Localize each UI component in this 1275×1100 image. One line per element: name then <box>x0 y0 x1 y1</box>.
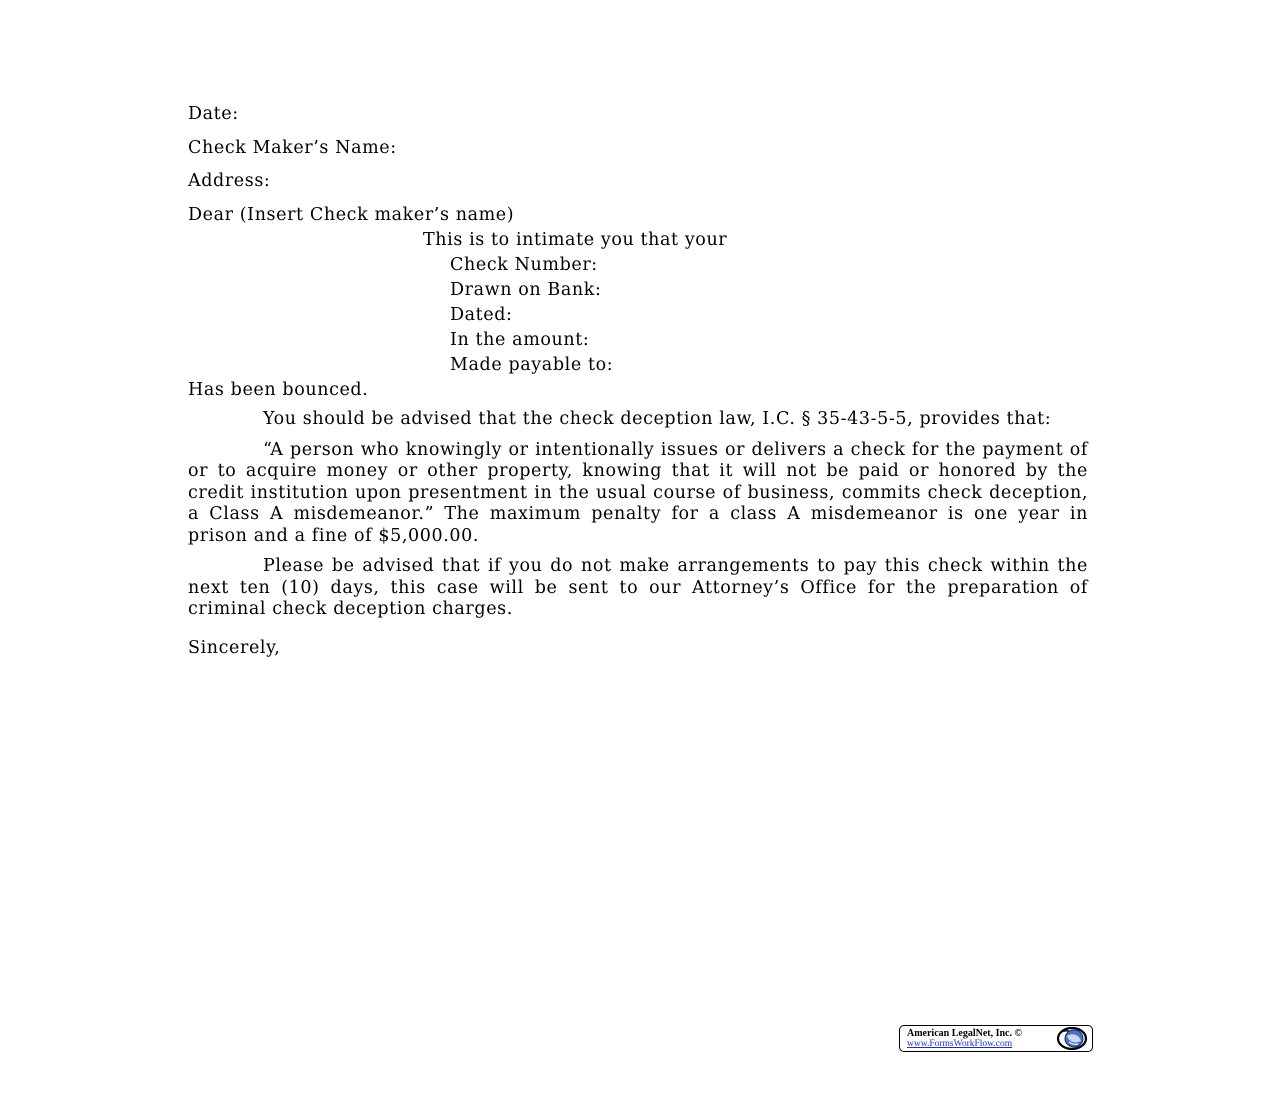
detail-check-number: Check Number: <box>450 254 598 275</box>
american-legalnet-badge[interactable] <box>899 1025 1093 1052</box>
closing: Sincerely, <box>188 637 281 658</box>
badge-company: American LegalNet, Inc. © <box>907 1028 1022 1039</box>
statute-quote-paragraph: “A person who knowingly or intentionally issues or delivers a check for the payment of or to acquire money or other property, knowing that it will not be paid or honored by the credit institution upon presentment in the usual course of business, commits check deception, a Class A misdemeanor.” The maximum penalty for a class A misdemeanor is one year in prison and a fine of $5,000.00. <box>188 439 1088 546</box>
salutation: Dear (Insert Check maker’s name) <box>188 204 515 225</box>
bounced-line: Has been bounced. <box>188 379 369 400</box>
detail-drawn-on-bank: Drawn on Bank: <box>450 279 602 300</box>
law-paragraph: You should be advised that the check deception law, I.C. § 35-43-5-5, provides that: <box>263 409 1052 429</box>
globe-logo-icon <box>1055 1027 1089 1050</box>
warning-paragraph: Please be advised that if you do not make arrangements to pay this check within the next ten (10) days, this case will be sent to our Attorney’s Office for the preparation of criminal check deception charges. <box>188 556 1088 619</box>
intimate-line: This is to intimate you that your <box>423 230 728 250</box>
badge-url-link[interactable]: www.FormsWorkFlow.com <box>907 1039 1013 1049</box>
letter-body <box>188 104 1088 659</box>
detail-payable-to: Made payable to: <box>450 354 614 375</box>
address-label: Address: <box>188 171 271 191</box>
date-label: Date: <box>188 104 239 124</box>
check-maker-name-label: Check Maker’s Name: <box>188 137 397 158</box>
detail-dated: Dated: <box>450 304 513 325</box>
detail-amount: In the amount: <box>450 329 590 350</box>
badge-text <box>907 1029 1022 1049</box>
